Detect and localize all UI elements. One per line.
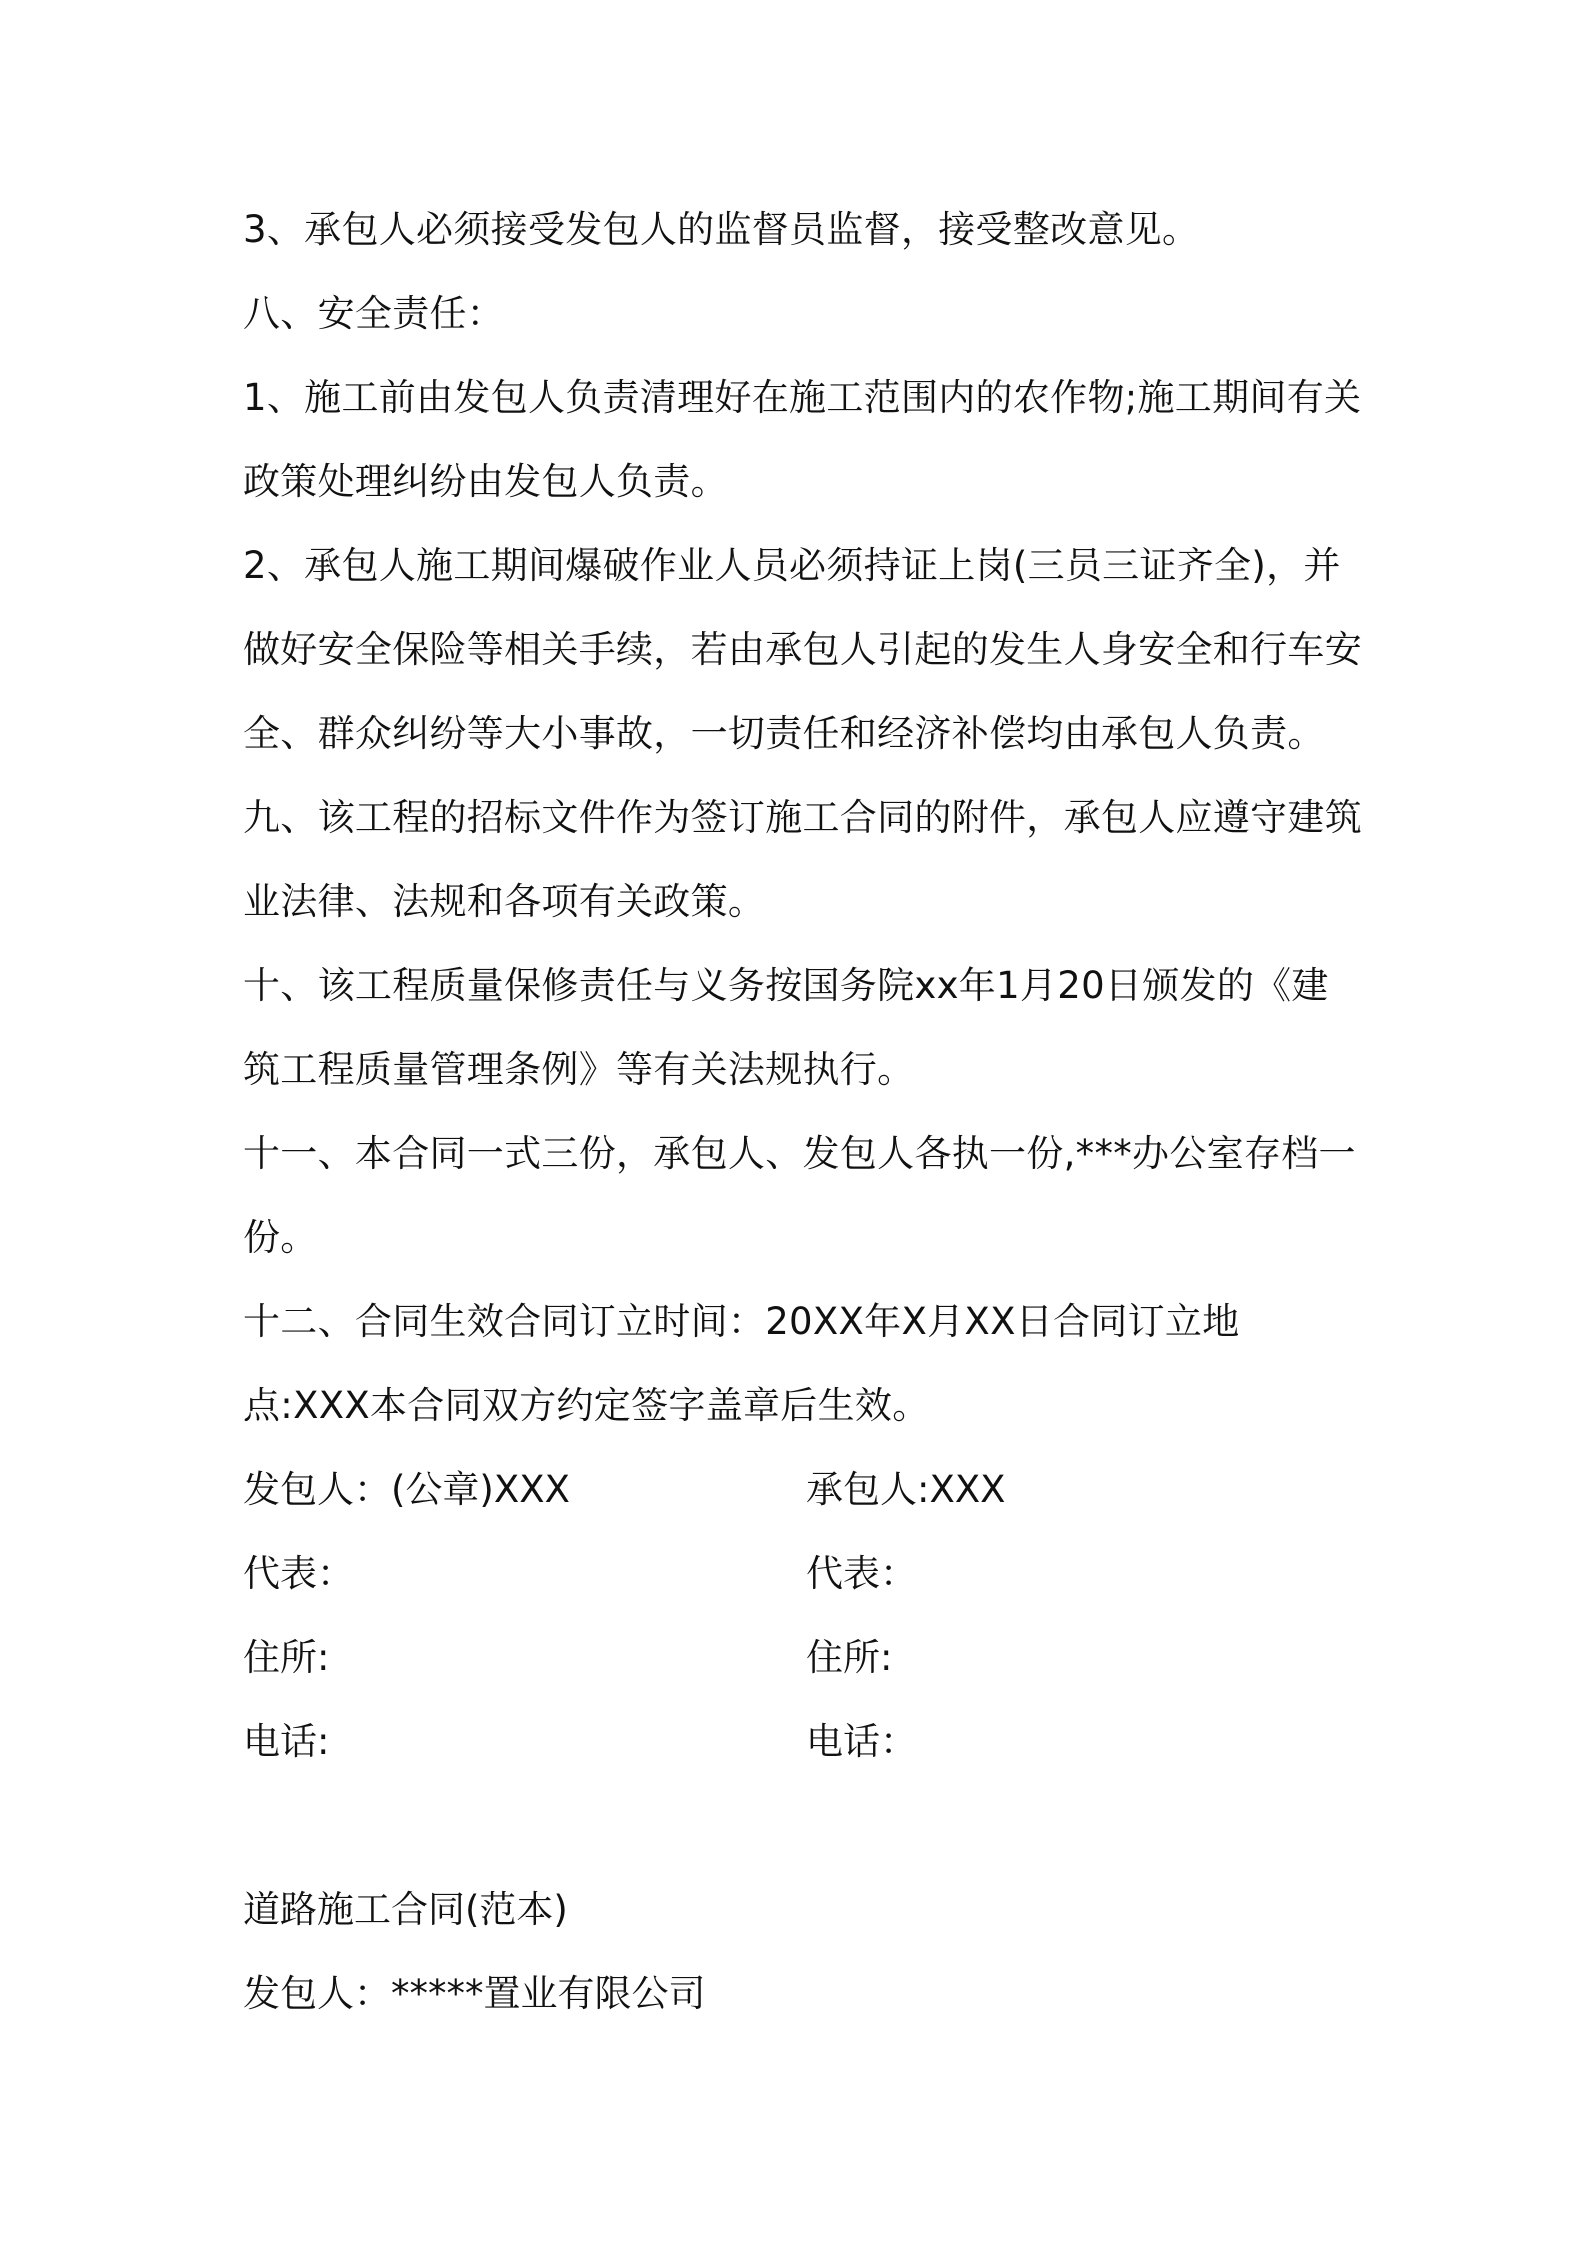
contractor-party-label: 承包人:XXX [806, 1468, 1006, 1511]
next-contract-title: 道路施工合同(范本) [243, 1888, 568, 1931]
clause-9: 九、该工程的招标文件作为签订施工合同的附件，承包人应遵守建筑业法律、法规和各项有关政策。 [243, 796, 1362, 923]
clause-8-1: 1、施工前由发包人负责清理好在施工范围内的农作物;施工期间有关政策处理纠纷由发包人负责。 [243, 376, 1362, 503]
signature-row-party [243, 1448, 1363, 1532]
section-8-heading: 八、安全责任： [243, 292, 505, 335]
next-contract-employer: 发包人：*****置业有限公司 [243, 1972, 706, 2015]
employer-party-label: 发包人：(公章)XXX [243, 1468, 570, 1511]
contractor-phone-label: 电话： [806, 1720, 917, 1763]
employer-phone-label: 电话: [243, 1720, 330, 1763]
clause-8-2: 2、承包人施工期间爆破作业人员必须持证上岗(三员三证齐全)，并做好安全保险等相关手续，若由承包人引起的发生人身安全和行车安全、群众纠纷等大小事故，一切责任和经济补偿均由承包人负责。 [243, 544, 1362, 755]
signature-row-representative [243, 1532, 1363, 1616]
employer-representative-label: 代表： [243, 1552, 354, 1595]
clause-12: 十二、合同生效合同订立时间：20XX年X月XX日合同订立地点:XXX本合同双方约定签字盖章后生效。 [243, 1300, 1240, 1427]
clause-11: 十一、本合同一式三份，承包人、发包人各执一份,***办公室存档一份。 [243, 1132, 1356, 1259]
clause-10: 十、该工程质量保修责任与义务按国务院xx年1月20日颁发的《建筑工程质量管理条例》等有关法规执行。 [243, 964, 1329, 1091]
signature-row-address [243, 1616, 1363, 1700]
employer-address-label: 住所: [243, 1636, 330, 1679]
contractor-representative-label: 代表： [806, 1552, 917, 1595]
clause-7-3: 3、承包人必须接受发包人的监督员监督，接受整改意见。 [243, 208, 1200, 251]
signature-row-phone [243, 1700, 1363, 1784]
contractor-address-label: 住所: [806, 1636, 893, 1679]
